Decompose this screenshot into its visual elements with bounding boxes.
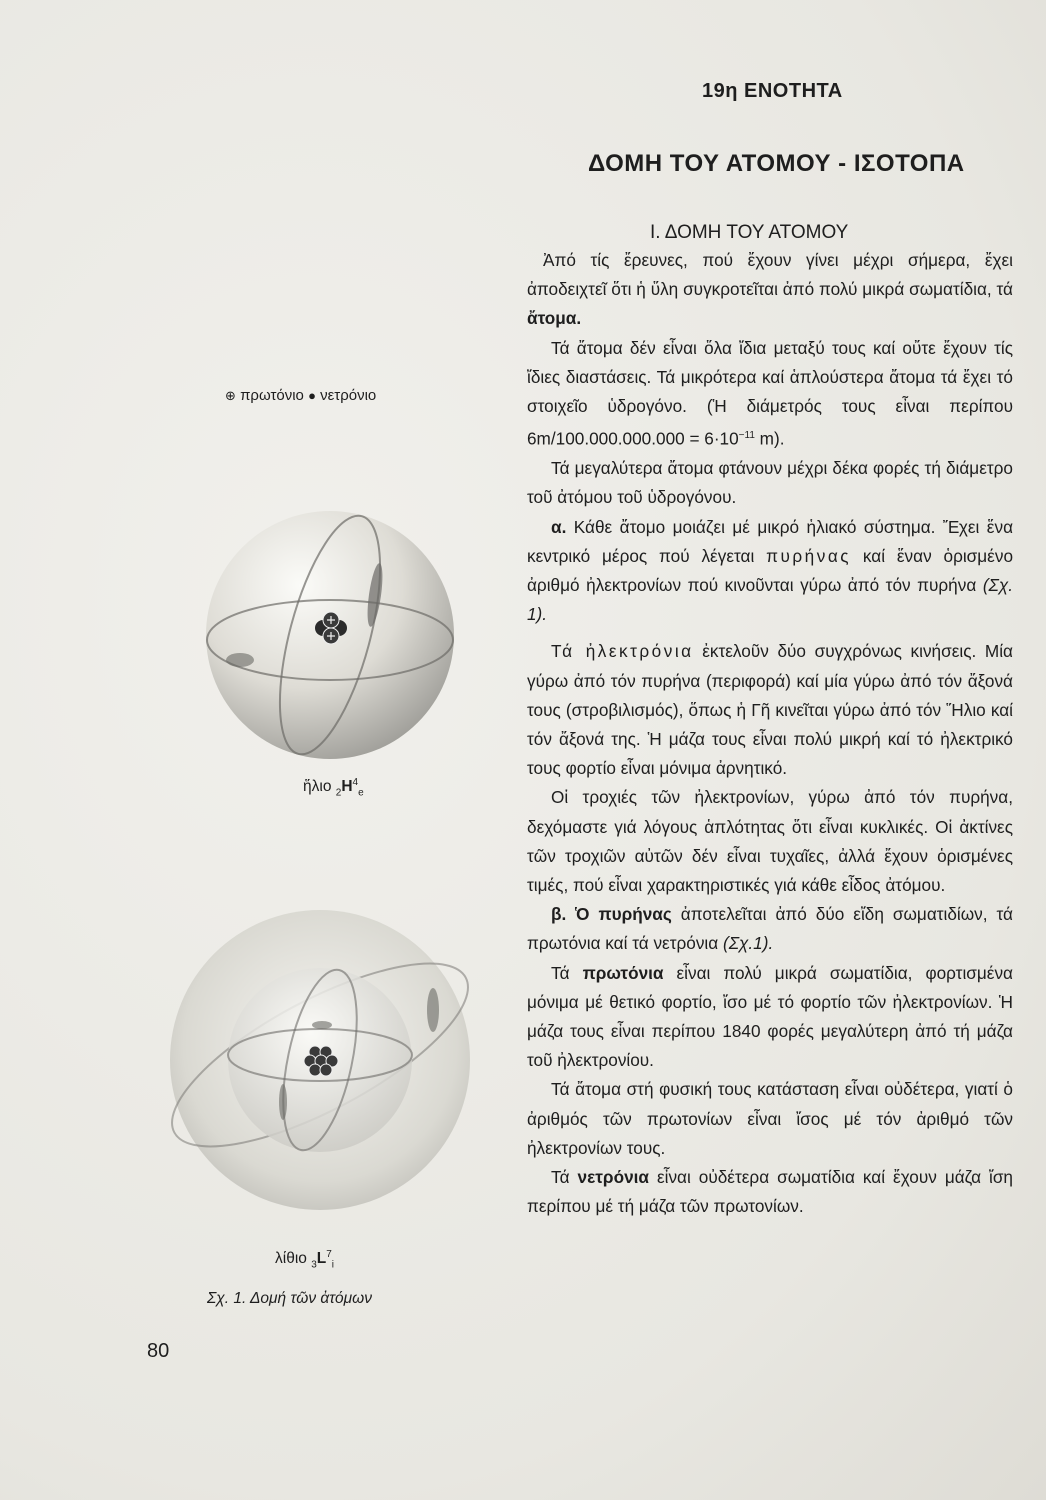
paragraph-7: β. Ὁ πυρήνας ἀποτελεῖται ἀπό δύο εἴδη σωματιδίων, τά πρωτόνια καί τά νετρόνια (Σχ.1). xyxy=(527,904,1013,954)
paragraph-8: Τά πρωτόνια εἶναι πολύ μικρά σωματίδια, φορτισμένα μόνιμα μέ θετικό φορτίο, ἴσο μέ τό φορτίο τῶν ἠλεκτρονίων. Ἡ μάζα τους εἶναι περίπου 1840 φορές μεγαλύτερη ἀπό τή μάζα τοῦ ἠλεκτρονίου. xyxy=(527,962,1013,1071)
paragraph-1: Ἀπό τίς ἔρευνες, πού ἔχουν γίνει μέχρι σήμερα, ἔχει ἀποδειχτεῖ ὅτι ἡ ὕλη συγκροτεῖται ἀπό πολύ μικρά σωματίδια, τά ἄτομα. xyxy=(527,250,1013,329)
proton-icon: ⊕ xyxy=(225,388,236,403)
paragraph-10: Τά νετρόνια εἶναι οὐδέτερα σωματίδια καί ἔχουν μάζα ἴση περίπου μέ τή μάζα τῶν πρωτονίων. xyxy=(527,1167,1013,1217)
paragraph-2: Τά ἄτομα δέν εἶναι ὅλα ἴδια μεταξύ τους καί οὔτε ἔχουν τίς ἴδιες διαστάσεις. Τά μικρότερα καί ἁπλούστερα ἄτομα τά ἔχει τό στοιχεῖο ὑδρογόνο. (Ἡ διάμετρός τους εἶναι περίπου $6m/100.000.000.000 = 6\cdot 10^{-11}$ m). xyxy=(527,337,1013,449)
figure-caption: Σχ. 1. Δομή τῶν ἀτόμων xyxy=(207,1290,372,1307)
unit-heading: 19η ΕΝΟΤΗΤΑ xyxy=(702,80,843,102)
section-heading: Ι. ΔΟΜΗ ΤΟΥ ΑΤΟΜΟΥ xyxy=(650,222,849,243)
electron xyxy=(279,1084,287,1120)
electron xyxy=(226,653,254,667)
paragraph-5: Τά ἠλεκτρόνια ἐκτελοῦν δύο συγχρόνως κινήσεις. Μία γύρω ἀπό τόν πυρήνα (περιφορά) καί μία γύρω ἀπό τόν ἄξονά τους (στροβιλισμός), ὅπως ἡ Γῆ κινεῖται γύρω ἀπό τόν Ἥλιο καί τόν ἄξονά της. Ἡ μάζα τους εἶναι πολύ μικρή καί τό ἠλεκτρικό τους φορτίο εἶναι μόνιμα ἀρνητικό. xyxy=(527,641,1013,779)
neutron-icon: ● xyxy=(308,388,316,403)
lithium-label: λίθιο $_3L^7_i$ xyxy=(275,1249,335,1271)
page-title: ΔΟΜΗ ΤΟΥ ΑΤΟΜΟΥ - ΙΣΟΤΟΠΑ xyxy=(588,150,965,177)
paragraph-3: Τά μεγαλύτερα ἄτομα φτάνουν μέχρι δέκα φορές τή διάμετρο τοῦ ἀτόμου τοῦ ὑδρογόνου. xyxy=(527,458,1013,508)
helium-atom-diagram xyxy=(195,500,465,770)
electron xyxy=(312,1021,332,1029)
page-number: 80 xyxy=(147,1340,170,1362)
paragraph-4: α. Κάθε ἄτομο μοιάζει μέ μικρό ἡλιακό σύστημα. Ἔχει ἕνα κεντρικό μέρος πού λέγεται πυρήνας καί ἕναν ὁρισμένο ἀριθμό ἠλεκτρονίων πού κινοῦνται γύρω ἀπό τόν πυρήνα (Σχ. 1). xyxy=(527,516,1014,625)
lithium-atom-diagram xyxy=(165,880,475,1240)
electron xyxy=(427,988,439,1032)
body-text xyxy=(527,246,1013,1221)
helium-label: ἥλιο $_2H^4_e$ xyxy=(303,777,364,799)
paragraph-9: Τά ἄτομα στή φυσική τους κατάσταση εἶναι οὐδέτερα, γιατί ὁ ἀριθμός τῶν πρωτονίων εἶναι ἴσος μέ τόν ἀριθμό τῶν ἠλεκτρονίων τους. xyxy=(527,1079,1013,1158)
paragraph-6: Οἱ τροχιές τῶν ἠλεκτρονίων, γύρω ἀπό τόν πυρήνα, δεχόμαστε γιά λόγους ἁπλότητας ὅτι εἶναι κυκλικές. Οἱ ἀκτίνες τῶν τροχιῶν αὐτῶν δέν εἶναι τυχαῖες, ἀλλά ἔχουν ὁρισμένες τιμές, πού εἶναι χαρακτηριστικές γιά κάθε εἶδος ἀτόμου. xyxy=(527,787,1013,895)
figure-legend: ⊕ πρωτόνιο ● νετρόνιο xyxy=(225,387,377,404)
